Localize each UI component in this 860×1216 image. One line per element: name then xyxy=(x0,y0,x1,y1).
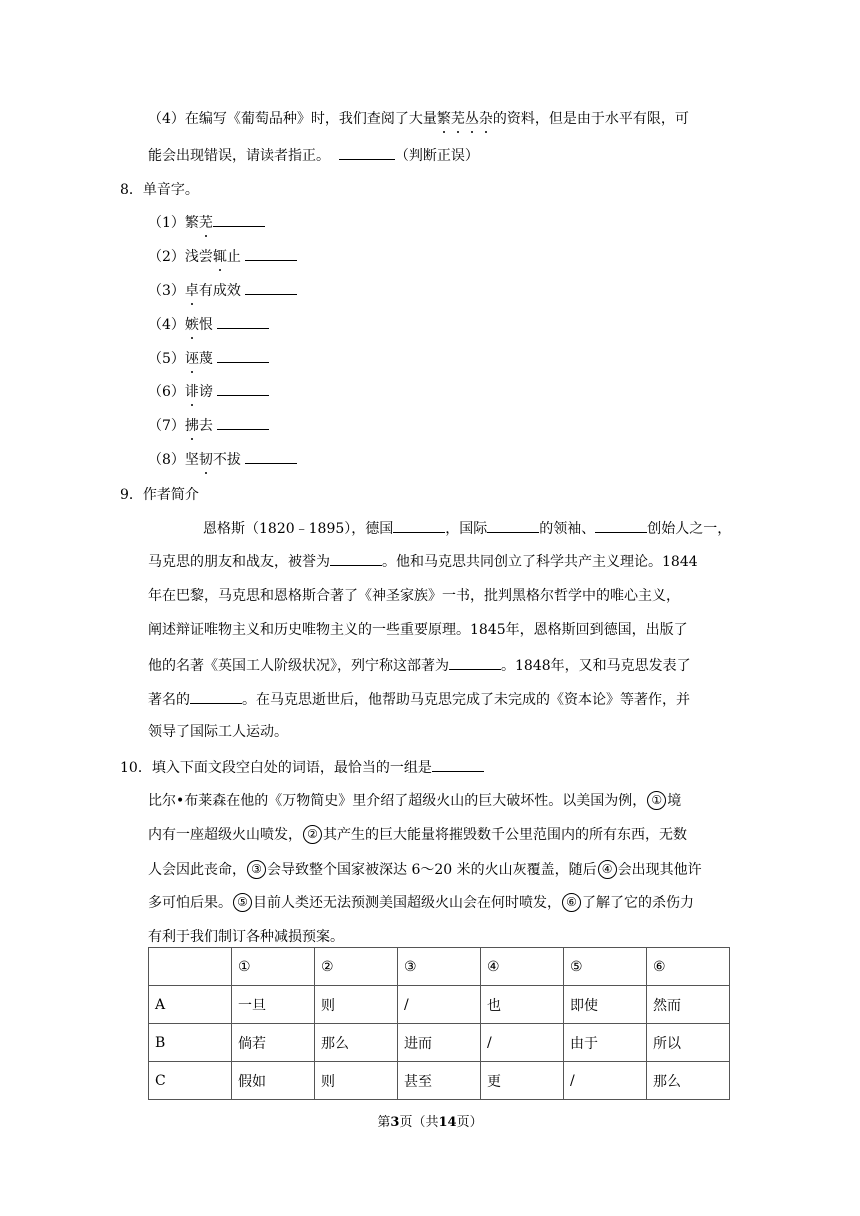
q9-title: 9．作者简介 xyxy=(120,487,199,503)
table-cell: 所以 xyxy=(647,1024,730,1062)
dotted-char: 韧 xyxy=(198,452,213,468)
q8-item: （4）嫉恨 xyxy=(148,314,269,334)
table-cell: ① xyxy=(232,948,315,986)
circled-number-1: ① xyxy=(647,791,666,810)
table-cell: 甚至 xyxy=(398,1062,481,1100)
table-cell: 也 xyxy=(481,986,564,1024)
table-cell: 则 xyxy=(315,986,398,1024)
table-cell: 倘若 xyxy=(232,1024,315,1062)
answer-blank[interactable] xyxy=(595,518,647,533)
dotted-char: 嫉 xyxy=(184,317,199,333)
circled-number-6: ⑥ xyxy=(562,893,581,912)
q10-options-table xyxy=(148,947,730,1100)
dotted-char: 辄 xyxy=(212,249,227,265)
table-cell: 那么 xyxy=(647,1062,730,1100)
table-cell: A xyxy=(149,986,232,1024)
dotted-char: 丛 xyxy=(464,111,479,127)
answer-blank[interactable] xyxy=(245,449,297,464)
table-header-row xyxy=(149,948,730,986)
table-cell: ⑤ xyxy=(564,948,647,986)
table-cell: 假如 xyxy=(232,1062,315,1100)
q8-item: （1）繁芜 xyxy=(148,212,265,232)
dotted-char: 诬 xyxy=(184,351,199,367)
table-cell: / xyxy=(398,986,481,1024)
q10-passage-line1: 比尔•布莱森在他的《万物简史》里介绍了超级火山的巨大破坏性。以美国为例， ① 境 xyxy=(148,793,682,809)
answer-blank[interactable] xyxy=(432,757,484,772)
dotted-phrase xyxy=(437,111,493,127)
answer-blank[interactable] xyxy=(190,689,242,704)
q9-para-line6: 著名的 。在马克思逝世后，他帮助马克思完成了未完成的《资本论》等著作，并 xyxy=(148,689,690,709)
table-cell: ⑥ xyxy=(647,948,730,986)
q7-item-4-line2: 能会出现错误，请读者指正。 （判断正误） xyxy=(148,145,479,165)
q8-item: （3）卓有成效 xyxy=(148,280,297,300)
answer-blank[interactable] xyxy=(330,551,382,566)
answer-blank[interactable] xyxy=(245,246,297,261)
circled-number-3: ③ xyxy=(247,860,266,879)
table-cell: 然而 xyxy=(647,986,730,1024)
q8-item: （5）诬蔑 xyxy=(148,348,269,368)
answer-blank[interactable] xyxy=(217,348,269,363)
table-cell: 那么 xyxy=(315,1024,398,1062)
q9-para-line7: 领导了国际工人运动。 xyxy=(148,724,288,740)
q7-item-4-line1: （4）在编写《葡萄品种》时，我们查阅了大量繁芜丛杂的资料，但是由于水平有限，可 xyxy=(148,111,689,127)
table-cell: ③ xyxy=(398,948,481,986)
page-footer: 第3页（共14页） xyxy=(377,1115,483,1130)
dotted-char: 繁 xyxy=(436,111,451,127)
table-cell: 一旦 xyxy=(232,986,315,1024)
table-cell: 由于 xyxy=(564,1024,647,1062)
table-cell xyxy=(149,948,232,986)
table-cell: C xyxy=(149,1062,232,1100)
q9-para-line4: 阐述辩证唯物主义和历史唯物主义的一些重要原理。1845年，恩格斯回到德国，出版了 xyxy=(148,622,688,638)
q8-item: （2）浅尝辄止 xyxy=(148,246,297,266)
circled-number-5: ⑤ xyxy=(233,893,252,912)
answer-blank[interactable] xyxy=(487,518,539,533)
table-cell: 则 xyxy=(315,1062,398,1100)
q8-item: （8）坚韧不拔 xyxy=(148,449,297,469)
q8-item: （6）诽谤 xyxy=(148,381,269,401)
q10-passage-line2: 内有一座超级火山喷发， ② 其产生的巨大能量将摧毁数千公里范围内的所有东西，无数 xyxy=(148,827,687,843)
table-cell: 进而 xyxy=(398,1024,481,1062)
table-cell: / xyxy=(564,1062,647,1100)
answer-blank[interactable] xyxy=(339,145,395,160)
table-cell: ④ xyxy=(481,948,564,986)
table-row xyxy=(149,1024,730,1062)
table-cell: 更 xyxy=(481,1062,564,1100)
dotted-char: 拂 xyxy=(184,418,199,434)
circled-number-2: ② xyxy=(303,825,322,844)
answer-blank[interactable] xyxy=(217,381,269,396)
table-cell: ② xyxy=(315,948,398,986)
q10-passage-line3: 人会因此丧命， ③ 会导致整个国家被深达 6～20 米的火山灰覆盖，随后 ④ 会出现其他许 xyxy=(148,862,702,878)
q8-title: 8．单音字。 xyxy=(120,182,199,198)
dotted-char: 芜 xyxy=(198,215,213,231)
current-page: 3 xyxy=(390,1115,400,1130)
answer-blank[interactable] xyxy=(217,415,269,430)
q9-para-line2: 马克思的朋友和战友，被誉为 。他和马克思共同创立了科学共产主义理论。1844 xyxy=(148,551,698,571)
q9-para-line5: 他的名著《英国工人阶级状况》，列宁称这部著为 。1848年，又和马克思发表了 xyxy=(148,655,691,675)
q10-title: 10．填入下面文段空白处的词语，最恰当的一组是 xyxy=(120,757,484,777)
answer-blank[interactable] xyxy=(245,280,297,295)
q8-item: （7）拂去 xyxy=(148,415,269,435)
q9-para-line3: 年在巴黎，马克思和恩格斯合著了《神圣家族》一书，批判黑格尔哲学中的唯心主义， xyxy=(148,588,680,604)
dotted-char: 芜 xyxy=(450,111,465,127)
answer-blank[interactable] xyxy=(449,655,501,670)
q9-para-line1: 恩格斯（1820﹣1895），德国 ，国际 的领袖、 创始人之一， xyxy=(203,518,731,538)
table-cell: 即使 xyxy=(564,986,647,1024)
circled-number-4: ④ xyxy=(598,860,617,879)
dotted-char: 卓 xyxy=(184,283,199,299)
table-row xyxy=(149,1062,730,1100)
dotted-char: 诽 xyxy=(184,384,199,400)
answer-blank[interactable] xyxy=(213,212,265,227)
q10-passage-line5: 有利于我们制订各种减损预案。 xyxy=(148,929,344,945)
table-cell: / xyxy=(481,1024,564,1062)
q10-passage-line4: 多可怕后果。 ⑤ 目前人类还无法预测美国超级火山会在何时喷发， ⑥ 了解了它的杀伤力 xyxy=(148,895,694,911)
total-pages: 14 xyxy=(438,1115,457,1130)
table-cell: B xyxy=(149,1024,232,1062)
answer-blank[interactable] xyxy=(393,518,445,533)
dotted-char: 杂 xyxy=(478,111,493,127)
table-row xyxy=(149,986,730,1024)
answer-blank[interactable] xyxy=(217,314,269,329)
